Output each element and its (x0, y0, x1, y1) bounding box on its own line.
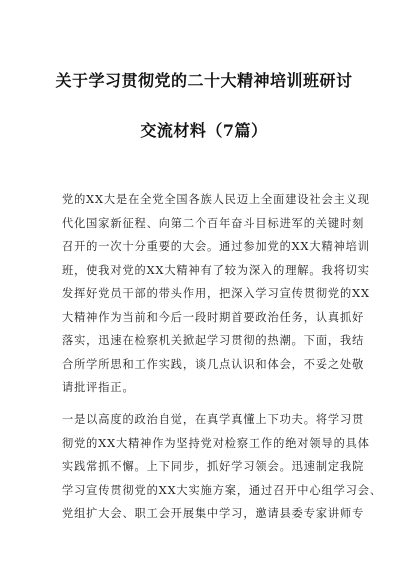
text-line: 合所学所思和工作实践，谈几点认识和体会，不妥之处敬 (62, 357, 365, 371)
text-line: 学习宣传贯彻党的XX大实施方案，通过召开中心组学习会、 (62, 483, 382, 497)
text-line: 发挥好党员干部的带头作用，把深入学习宣传贯彻党的XX (62, 287, 370, 300)
text-line: 彻党的XX大精神作为坚持党对检察工作的绝对领导的具体 (62, 436, 370, 450)
text-line: 一是以高度的政治自觉，在真学真懂上下功夫。将学习贯 (62, 413, 365, 426)
text-line: 落实，迅速在检察机关掀起学习贯彻的热潮。下面，我结 (62, 334, 365, 347)
text-line: 请批评指正。 (62, 381, 135, 394)
text-line: 实践常抓不懈。上下同步，抓好学习领会。迅速制定我院 (62, 460, 365, 473)
text-line: 大精神作为当前和今后一段时期首要政治任务，认真抓好 (62, 310, 365, 324)
paragraph-intro (62, 188, 370, 400)
text-line: 党的XX大是在全党全国各族人民迈上全面建设社会主义现 (62, 193, 370, 206)
document-title-line-1: 关于学习贯彻党的二十大精神培训班研讨 (55, 71, 353, 90)
text-line: 代化国家新征程、向第二个百年奋斗目标进军的关键时刻 (62, 216, 365, 230)
document-title-line-2: 交流材料（7篇） (140, 121, 268, 140)
text-line: 党组扩大会、职工会开展集中学习，邀请县委专家讲师专 (62, 507, 365, 520)
paragraph-point-one (62, 408, 382, 526)
text-line: 班，使我对党的XX大精神有了较为深入的理解。我将切实 (62, 263, 370, 277)
text-line: 召开的一次十分重要的大会。通过参加党的XX大精神培训 (62, 240, 370, 253)
